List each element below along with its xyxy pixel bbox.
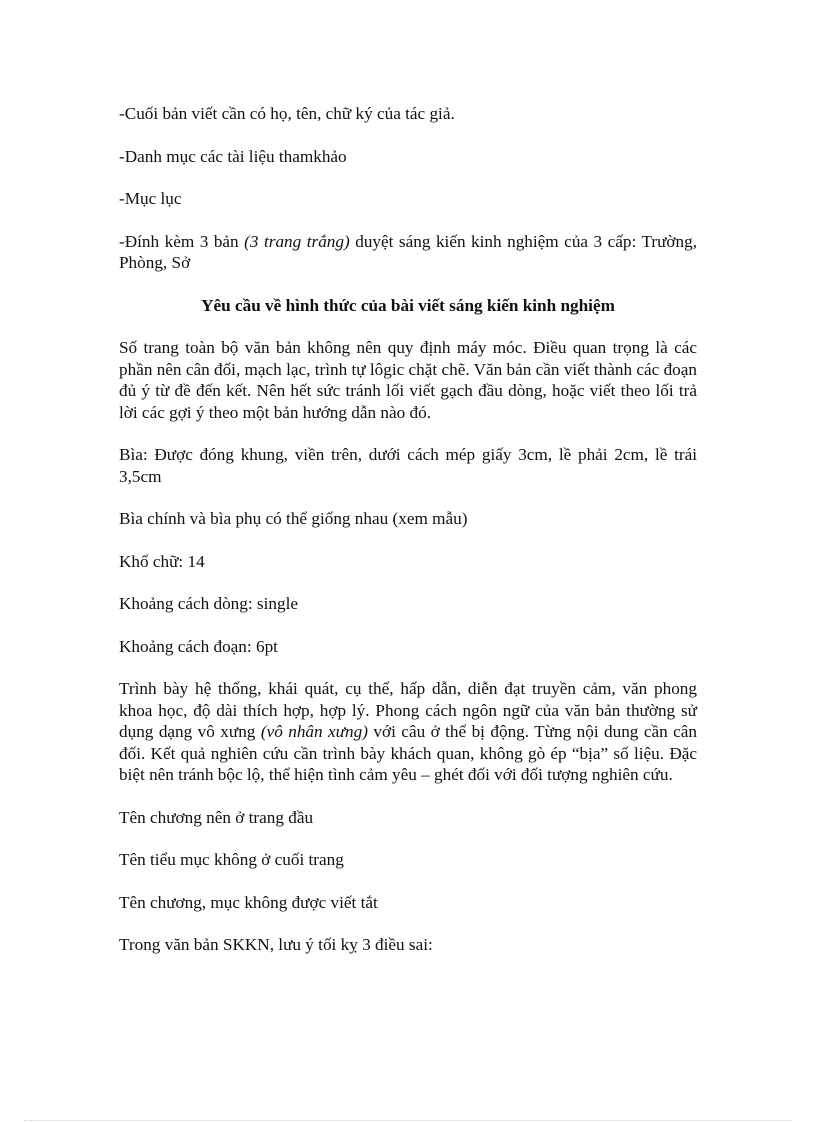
line-references: -Danh mục các tài liệu thamkhảo <box>119 146 347 166</box>
attachment-text-end: duyệt sáng kiến kinh nghiệm của 3 cấp: Trường, Phòng, Sở <box>119 231 697 272</box>
document-body <box>119 103 697 977</box>
line-attachment <box>119 231 697 274</box>
paragraph-presentation-style <box>119 678 697 786</box>
paragraph-cover-pages: Bìa chính và bìa phụ có thể giống nhau (xem mẫu) <box>119 509 468 528</box>
page-bottom-divider <box>24 1120 792 1121</box>
paragraph-cover: Bìa: Được đóng khung, viền trên, dưới cách mép giấy 3cm, lề phải 2cm, lề trái 3,5cm <box>119 445 697 486</box>
style-text-start: Trình bày hệ thống, khái quát, cụ thể, hấp dẫn, diễn đạt truyền cảm, văn phong khoa học, độ dài thích hợp, hợp lý. Phong cách ngôn ngữ của văn bản thường sử dụng dạng vô xưng <box>119 679 697 741</box>
attachment-text-start: -Đính kèm 3 bản <box>119 231 245 251</box>
paragraph-font-size: Khổ chữ: 14 <box>119 551 205 571</box>
section-heading: Yêu cầu về hình thức của bài viết sáng kiến kinh nghiệm <box>201 295 615 315</box>
line-end-signature: -Cuối bản viết cần có họ, tên, chữ ký của tác giả. <box>119 104 455 123</box>
style-text-end: với câu ở thể bị động. Từng nội dung cần cân đối. Kết quả nghiên cứu cần trình bày khách quan, không gò ép “bịa” số liệu. Đặc biệt nên tránh bộc lộ, thể hiện tình cảm yêu – ghét đối với đối tượng nghiên cứu. <box>119 722 697 784</box>
paragraph-no-abbreviation: Tên chương, mục không được viết tắt <box>119 892 378 912</box>
paragraph-subsection-title: Tên tiểu mục không ở cuối trang <box>119 850 344 869</box>
paragraph-chapter-title: Tên chương nên ở trang đầu <box>119 807 314 827</box>
paragraph-page-count: Số trang toàn bộ văn bản không nên quy định máy móc. Điều quan trọng là các phần nên cân đối, mạch lạc, trình tự lôgic chặt chẽ. Văn bản cần viết thành các đoạn đủ ý từ đề đến kết. Nên hết sức tránh lối viết gạch đầu dòng, hoặc viết theo lối trả lời các gợi ý theo một bản hướng dẫn nào đó. <box>119 338 697 422</box>
style-italic-note: (vô nhân xưng) <box>260 722 368 741</box>
paragraph-three-errors: Trong văn bản SKKN, lưu ý tối kỵ 3 điều sai: <box>119 935 433 954</box>
attachment-italic-note: (3 trang trắng) <box>244 231 350 251</box>
line-toc: -Mục lục <box>119 189 182 208</box>
paragraph-paragraph-spacing: Khoảng cách đoạn: 6pt <box>119 636 278 656</box>
paragraph-line-spacing: Khoảng cách dòng: single <box>119 594 298 613</box>
